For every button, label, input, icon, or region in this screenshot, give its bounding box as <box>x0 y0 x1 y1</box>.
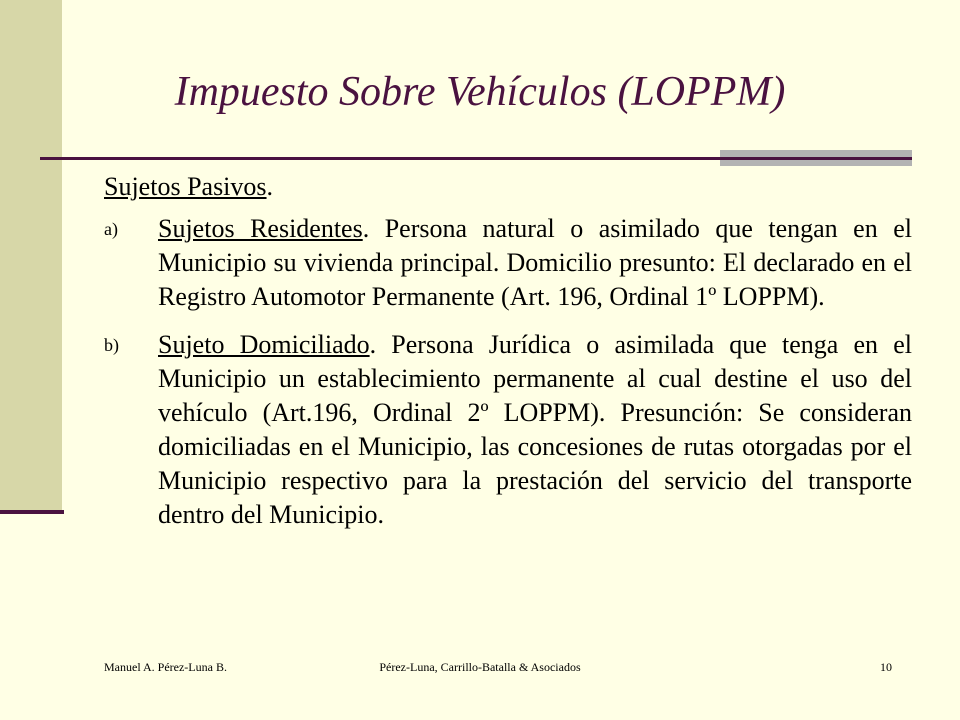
footer-author: Manuel A. Pérez-Luna B. <box>104 660 227 674</box>
list-marker: a) <box>104 219 118 239</box>
list-item-b <box>104 328 912 532</box>
list-item-text <box>158 328 912 532</box>
title-rule-right <box>720 157 912 160</box>
title-rule <box>40 157 720 160</box>
list-item-text <box>158 212 912 314</box>
slide-title: Impuesto Sobre Vehículos (LOPPM) <box>174 69 786 115</box>
list-item-term: Sujeto Domiciliado <box>158 330 370 359</box>
section-heading-suffix: . <box>266 172 274 201</box>
list-item-term: Sujetos Residentes <box>158 214 363 243</box>
page-number: 10 <box>880 660 892 674</box>
list-marker: b) <box>104 335 119 355</box>
sidebar-accent-line <box>0 510 64 514</box>
footer-firm: Pérez-Luna, Carrillo-Batalla & Asociados <box>379 660 581 674</box>
list-item-description: . Persona natural o asimilado que tengan en el Municipio su vivienda principal. Domicilio presunto: El declarado en el Registro Automotor Permanente (Art. 196, Ordinal 1º LOPPM). <box>158 214 912 311</box>
section-heading-text: Sujetos Pasivos <box>104 172 267 201</box>
list-item-a <box>104 212 912 314</box>
slide-body <box>104 170 912 546</box>
section-heading <box>104 170 912 204</box>
list-item-description: . Persona Jurídica o asimilada que tenga en el Municipio un establecimiento permanente al cual destine el uso del vehículo (Art.196, Ordinal 2º LOPPM). Presunción: Se consideran domiciliadas en el Municipio, las concesiones de rutas otorgadas por el Municipio respectivo para la prestación del servicio del transporte dentro del Municipio. <box>158 330 912 529</box>
